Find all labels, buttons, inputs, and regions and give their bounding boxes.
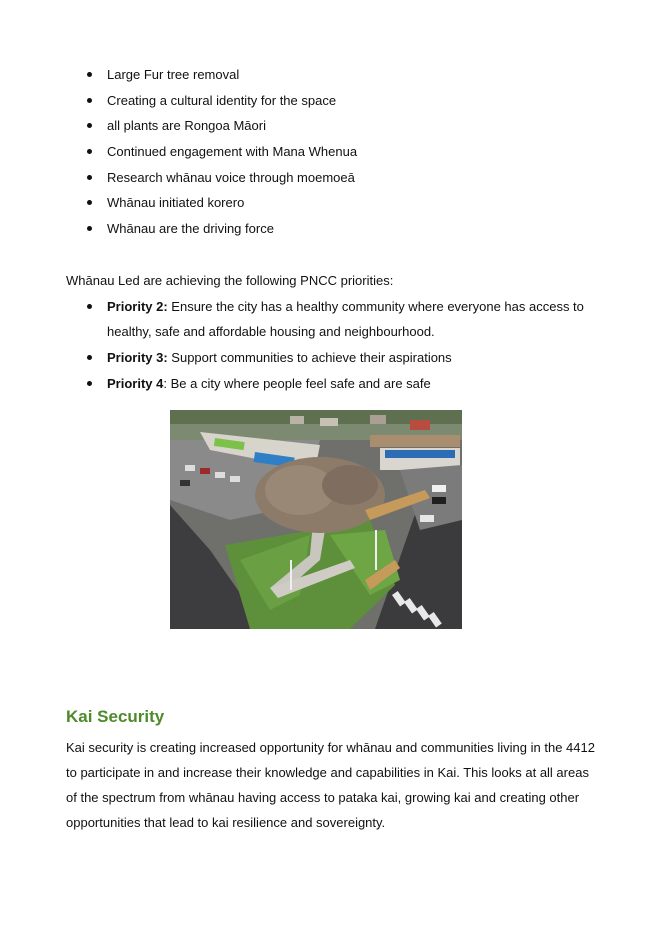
bullet-icon — [87, 175, 92, 180]
list-item: Research whānau voice through moemoeā — [86, 167, 606, 193]
priority-item — [86, 345, 586, 370]
bullet-icon — [87, 149, 92, 154]
priority-text: Support communities to achieve their aspirations — [167, 350, 452, 365]
bullet-icon — [87, 72, 92, 77]
priority-item — [86, 371, 586, 396]
priority-text: Ensure the city has a healthy community where everyone has access to healthy, safe and affordable housing and neighbourhood. — [107, 299, 584, 339]
list-item: Large Fur tree removal — [86, 64, 606, 90]
list-item: Creating a cultural identity for the space — [86, 90, 606, 116]
priority-label: Priority 4 — [107, 376, 164, 391]
bullet-icon — [87, 355, 92, 360]
list-item: Whānau are the driving force — [86, 218, 606, 244]
bullet-icon — [87, 381, 92, 386]
priority-text: : Be a city where people feel safe and are safe — [163, 376, 431, 391]
priority-label: Priority 2: — [107, 299, 168, 314]
bullet-icon — [87, 98, 92, 103]
bullet-icon — [87, 226, 92, 231]
list-item: all plants are Rongoa Māori — [86, 115, 606, 141]
priorities-list — [86, 294, 586, 397]
section-paragraph: Kai security is creating increased opportunity for whānau and communities living in the 4412 to participate in and increase their knowledge and capabilities in Kai. This looks at all areas of the spectrum from whānau having access to pataka kai, growing kai and creating other opportunities that lead to kai resilience and sovereignty. — [66, 740, 595, 830]
priority-label: Priority 3: — [107, 350, 168, 365]
priorities-intro: Whānau Led are achieving the following PNCC priorities: — [66, 273, 394, 288]
priority-item — [86, 294, 586, 344]
section-heading: Kai Security — [66, 707, 165, 726]
bullet-icon — [87, 123, 92, 128]
bullet-icon — [87, 304, 92, 309]
list-item: Whānau initiated korero — [86, 192, 606, 218]
bullet-icon — [87, 200, 92, 205]
aerial-photo — [170, 410, 462, 629]
outcomes-list — [86, 64, 606, 244]
list-item: Continued engagement with Mana Whenua — [86, 141, 606, 167]
